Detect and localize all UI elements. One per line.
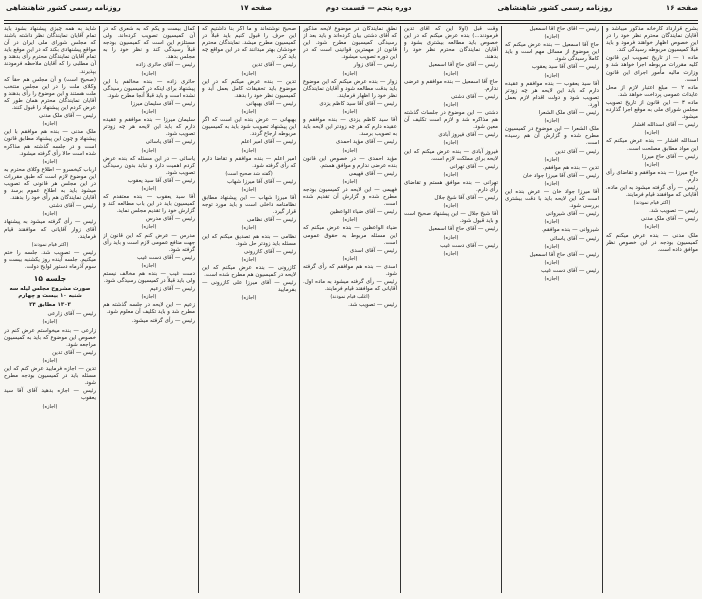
paragraph: صحیح نوشته‌اند و ما اگر بنا داشتیم که این حرف را قبول کنیم باید قبلاً در کمیسیون مطرح میشد. نمایندگان محترم خودشان بهتر میدانند که در این مواقع چه باید کرد. xyxy=(202,26,296,61)
paragraph: شیروانی — بنده موافقم. xyxy=(541,227,599,234)
paragraph: رئیس — تصویب شد. xyxy=(348,302,397,309)
column-6 xyxy=(505,26,599,593)
permission-mark: (اجازه) xyxy=(342,109,358,116)
paragraph: آقا شیخ جلال — این پیشنهاد صحیح است و باید قبول شود. xyxy=(404,211,498,225)
paragraph: زارعی — بنده میخواستم عرض کنم در خصوص این موضوع که باید به کمیسیون مراجعه شود. xyxy=(4,327,96,348)
permission-mark: (اجازه) xyxy=(42,211,58,218)
paragraph: ماده ۱ — از تاریخ تصویب این قانون کلیه مقررات مربوطه اجرا خواهد شد و وزارت مالیه مأمور اجرای این قانون است. xyxy=(606,55,698,83)
session-subtitle: صورت مشروح مجلس لیله سه شنبه ۱۰ بیست و چهارم xyxy=(9,286,91,300)
speaker-line: رئیس — آقای آقا میرزا جواد خان xyxy=(523,172,599,179)
permission-mark: (اجازه) xyxy=(544,259,560,266)
speaker-line: رئیس — آقای دشتی xyxy=(450,93,498,100)
speaker-line: رئیس — آقای حاج آقا اسمعیل xyxy=(428,226,498,233)
paragraph: رئیس — رأی گرفته میشود. xyxy=(131,317,195,324)
permission-mark: (اجازه) xyxy=(644,130,660,137)
speaker-line: رئیس — آقای سلیمان میرزا xyxy=(130,100,195,107)
permission-mark: (اجازه) xyxy=(141,262,157,269)
permission-mark: (اجازه) xyxy=(342,217,358,224)
right-page-number: صفحه ۱۶ xyxy=(665,4,698,12)
permission-mark: (اجازه) xyxy=(42,403,58,410)
paragraph: اسدالله افشار — بنده عرض میکنم که این مواد مطابق مصلحت است. xyxy=(606,138,698,152)
remark: (اغلب قیام نمودند) xyxy=(330,294,370,301)
paragraph: دست غیب — بنده هم مخالف نیستم ولی باید قبلاً در کمیسیون رسیدگی شود. xyxy=(103,271,195,285)
permission-mark: (اجازه) xyxy=(241,70,257,77)
speaker-line: رئیس — آقای تدین xyxy=(52,349,96,356)
paragraph: کازرونی — بنده عرض میکنم که این لایحه در کمیسیون هم مطرح شده است. xyxy=(202,264,296,278)
permission-mark: (اجازه) xyxy=(443,171,459,178)
paragraph: امیر اعلم — بنده موافقم و تقاضا دارم که رأی گرفته شود. xyxy=(202,155,296,169)
speaker-line: رئیس — آقای نظامی xyxy=(247,217,296,224)
permission-mark: (اجازه) xyxy=(141,224,157,231)
paragraph: فیروز آبادی — بنده عرض میکنم که این لایحه برای مملکت لازم است. xyxy=(404,148,498,162)
permission-mark: (اجازه) xyxy=(544,219,560,226)
paragraph: زعیم — این لایحه در جلسه گذشته هم مطرح شد و باید تکلیف آن معلوم شود. xyxy=(103,302,195,316)
paragraph: آقا سید کاظم یزدی — بنده موافقم و عقیده دارم که هر چه زودتر این لایحه باید به تصویب برسد. xyxy=(303,117,397,138)
speaker-line: رئیس — آقای تدین xyxy=(252,62,296,69)
right-page-title: روزنامه رسمی کشور شاهنشاهی xyxy=(497,4,613,12)
column-1 xyxy=(4,26,96,593)
permission-mark: (اجازه) xyxy=(342,178,358,185)
column-5 xyxy=(404,26,498,593)
paragraph: ارباب کیخسرو — اطلاع وکلای محترم به این موضوع لازم است که طبق مقررات در این مجلس هر قانونی که تصویب میشود باید به اطلاع عموم برسد و آقایان نمایندگان هم رأی خود را بدهند. xyxy=(4,166,96,202)
paragraph: نطق نمایندگان در موضوع لایحه مذکور که آقای دشتی بیان کرده‌اند و باید بعد از رسیدگی کمیسیون مطرح شود. این قانون از مهمترین قوانینی است که در این دوره تصویب میشود. xyxy=(303,26,397,61)
paragraph: مدرس — عرض کنم که این قانون از جهت منافع عمومی لازم است و باید رأی گرفته شود. xyxy=(103,232,195,253)
speaker-line: رئیس — آقای حاج آقا اسمعیل xyxy=(529,251,599,258)
permission-mark: (اجازه) xyxy=(443,234,459,241)
paragraph: ملک الشعرا — این موضوع در کمیسیون مطرح شده و گزارش آن هم رسیده است. xyxy=(505,126,599,147)
permission-mark: (اجازه) xyxy=(42,319,58,326)
speaker-line: رئیس — آقای یاسائی xyxy=(145,139,195,146)
paragraph: آقا سید یعقوب — بنده موافقم و عقیده دارم که باید این لایحه هر چه زودتر تصویب شود و دولت اقدام لازم بعمل آورد. xyxy=(505,80,599,108)
paragraph: ملک مدنی — بنده هم موافقم با این پیشنهاد و چون این پیشنهاد مطابق قانون است و در جلسه گذشته هم مذاکره شده است حالا رأی گرفته میشود. xyxy=(4,129,96,157)
paragraph: تهرانی — بنده موافق هستم و تقاضای رأی دارم. xyxy=(404,179,498,193)
speaker-line: رئیس — آقای تهرانی xyxy=(449,163,498,170)
column-divider xyxy=(99,26,100,593)
speaker-line: رئیس — آقای فهیمی xyxy=(348,170,397,177)
speaker-line: رئیس — آقای کازرونی xyxy=(243,248,296,255)
speaker-line: رئیس — آقای آقا سید یعقوب xyxy=(531,64,599,71)
permission-mark: (اجازه) xyxy=(342,147,358,154)
permission-mark: (اجازه) xyxy=(241,186,257,193)
left-page-title: روزنامه رسمی کشور شاهنشاهی xyxy=(6,4,121,12)
paragraph: وقت قبل (اولاً این که آقای تدین فرمودند...) بنده عرض میکنم که در این خصوص باید مطالعه بیشتری بشود و آقایان نمایندگان محترم نظر خود را بدهند. xyxy=(404,26,498,61)
column-divider xyxy=(299,26,300,593)
speaker-line: رئیس — آقای ضیاء الواعظین xyxy=(329,209,397,216)
speaker-line: رئیس — آقای حاج میرزا xyxy=(642,153,698,160)
speaker-line: رئیس — آقای حاج آقا اسمعیل xyxy=(428,62,498,69)
permission-mark: (اجازه) xyxy=(141,147,157,154)
speaker-line: رئیس — آقای حائری زاده xyxy=(136,62,195,69)
center-header xyxy=(240,4,411,20)
paragraph: حاج میرزا — بنده موافقم و تقاضای رأی دارم. xyxy=(606,169,698,183)
paragraph: بشرح قرارداد کارخانه مذکور میباشد و آقایان نمایندگان محترم نظر خود را در این خصوص اظهار خواهند فرمود و باید قبلاً کمیسیون مربوطه رسیدگی کند. xyxy=(606,26,698,54)
column-7 xyxy=(606,26,698,593)
permission-mark: (اجازه) xyxy=(342,70,358,77)
session-title: جلسه ۱۵ xyxy=(33,274,67,284)
permission-mark: (اجازه) xyxy=(141,70,157,77)
speaker-line: رئیس — آقای تدین xyxy=(555,148,599,155)
column-3 xyxy=(202,26,296,593)
header-rule xyxy=(4,20,698,24)
permission-mark: (اجازه) xyxy=(342,255,358,262)
speaker-line: رئیس — آقای فیروز آبادی xyxy=(438,132,498,139)
paragraph: ماده ۲ — مبلغ اعتبار لازم از محل عایدات عمومی پرداخت خواهد شد. xyxy=(606,84,698,98)
paragraph: رئیس — رأی گرفته میشود به پیشنهاد آقای زوار آقایانی که موافقند قیام فرمایند. xyxy=(4,219,96,240)
center-session: دوره پنجم — قسمت دوم xyxy=(325,4,412,12)
permission-mark: (اجازه) xyxy=(241,256,257,263)
paragraph: رئیس — تصویب شد. جلسه را ختم میکنیم. جلسه آینده روز یکشنبه بیست و سوم آذرماه دستور لوایح دولت. xyxy=(4,249,96,270)
speaker-line: رئیس — آقای امیر اعلم xyxy=(241,139,296,146)
speaker-line: رئیس — اجازه بدهید آقای آقا سید یعقوب xyxy=(4,388,96,402)
paragraph: تدین — اجازه فرمایید عرض کنم که این مسئله باید در کمیسیون بودجه مطرح شود. xyxy=(4,366,96,387)
permission-mark: (اجازه) xyxy=(42,357,58,364)
paragraph: ملک مدنی — بنده عرض میکنم که کمیسیون بودجه در این خصوص نظر موافق داده است. xyxy=(606,232,698,253)
permission-mark: (اجازه) xyxy=(544,276,560,282)
column-divider xyxy=(602,26,603,593)
speaker-line: رئیس — آقای اسدالله افشار xyxy=(632,122,698,129)
speaker-line: رئیس — آقای آقا سید کاظم یزدی xyxy=(319,100,397,107)
speaker-line: رئیس — آقای آقا شیخ جلال xyxy=(434,195,498,202)
remark: (اکثر قیام نمودند) xyxy=(633,200,671,207)
paragraph: آقا میرزا شهاب — این پیشنهاد مطابق نظامنامه داخلی است و باید مورد توجه قرار گیرد. xyxy=(202,195,296,216)
permission-mark: (اجازه) xyxy=(443,101,459,108)
paragraph: دشتی — این موضوع در جلسات گذشته هم مذاکره شد و لازم است تکلیف آن معین شود. xyxy=(404,110,498,131)
paragraph: شاید به همه چیزی پیشنهاد بشود باید تمام آقایان نمایندگان نظر داشته باشند که مجلس شورای ملی ایران در آن مواقع پیشنهادی بکند که در این موقع باید تمام آقایان نمایندگان محترم رأی بدهند و آن مطلبی را که آقایان ملاحظه فرمودند بپذیرند. xyxy=(4,26,96,75)
paragraph: (صحیح است) و آن مجلس هم حقاً که وکلای ملت را در این مجلس منتخب ملت هستند و این موضوع را رأی بدهند و آقایان نمایندگان محترم همان طور که عرض کردم این پیشنهاد را قبول کنند. xyxy=(4,76,96,112)
paragraph: زوار — بنده عرض میکنم که این موضوع باید بدقت مطالعه شود و آقایان نمایندگان نظر خود را اظهار فرمایند. xyxy=(303,78,397,99)
speaker-line: رئیس — آقای بهبهانی xyxy=(246,100,296,107)
speaker-line: رئیس — آقای دست غیب xyxy=(541,267,599,274)
permission-mark: (اجازه) xyxy=(241,295,257,302)
permission-mark: (اجازه) xyxy=(544,243,560,250)
paragraph: مؤید احمدی — در خصوص این قانون بنده عرضی ندارم و موافق هستم. xyxy=(303,155,397,169)
paragraph: یاسائی — در این مسئله که بنده عرض کردم اهمیت دارد و نباید بدون رسیدگی تصویب شود. xyxy=(103,155,195,176)
permission-mark: (اجازه) xyxy=(544,34,560,41)
column-divider xyxy=(400,26,401,593)
speaker-line: رئیس — آقای شیروانی xyxy=(545,211,599,218)
speaker-line: رئیس — آقای ملک الشعرا xyxy=(538,110,599,117)
permission-mark: (اجازه) xyxy=(42,121,58,128)
speaker-line: رئیس — آقای زعیم xyxy=(150,286,195,293)
permission-mark: (اجازه) xyxy=(544,72,560,79)
remark: (گفته شد صحیح است) xyxy=(225,170,273,177)
paragraph: نظامی — بنده هم تصدیق میکنم که این مسئله باید زودتر حل شود. xyxy=(202,233,296,247)
permission-mark: (اجازه) xyxy=(644,161,660,168)
speaker-line: رئیس — آقای یاسائی xyxy=(549,235,599,242)
permission-mark: (اجازه) xyxy=(644,224,660,231)
paragraph: فهیمی — این لایحه در کمیسیون بودجه مطرح شده و گزارش آن تقدیم شده است. xyxy=(303,186,397,208)
speaker-line: رئیس — آقای دست غیب xyxy=(137,254,195,261)
paragraph: رئیس — رأی گرفته میشود به ماده اول. آقایانی که موافقند قیام فرمایند. xyxy=(303,279,397,293)
paragraph: حاج آقا اسمعیل — بنده عرض میکنم که این موضوع از مسائل مهم است و باید کاملاً رسیدگی شود. xyxy=(505,42,599,63)
speaker-line: رئیس — آقای ملک مدنی xyxy=(38,113,96,120)
paragraph: بهبهانی — عرض بنده این است که اگر این پیشنهاد تصویب شود باید به کمیسیون مربوطه ارجاع گردد. xyxy=(202,117,296,138)
permission-mark: (اجازه) xyxy=(544,156,560,163)
speaker-line: رئیس — آقای آقا میرزا شهاب xyxy=(227,178,296,185)
speaker-line: رئیس — آقای آقا سید یعقوب xyxy=(127,177,195,184)
permission-mark: (اجازه) xyxy=(443,250,459,257)
paragraph: اسدی — بنده هم موافقم که رأی گرفته شود. xyxy=(303,263,397,277)
speaker-line: رئیس — آقای زارعی xyxy=(47,311,96,318)
session-date: ۱۳۰۳ مطابق ۲۴ xyxy=(29,302,71,309)
permission-mark: (اجازه) xyxy=(544,180,560,187)
paragraph: ضیاء الواعظین — بنده عرض میکنم که این مسئله مربوط به حقوق عمومی است. xyxy=(303,225,397,246)
center-page-number: صفحه ۱۷ xyxy=(240,4,273,12)
permission-mark: (اجازه) xyxy=(141,294,157,301)
paragraph: رئیس — رأی گرفته میشود به این ماده. آقایانی که موافقند قیام فرمایند. xyxy=(606,184,698,199)
right-page-header xyxy=(498,4,698,20)
permission-mark: (اجازه) xyxy=(141,109,157,116)
left-page-header xyxy=(6,4,121,20)
column-divider xyxy=(198,26,199,593)
column-2 xyxy=(103,26,195,593)
column-4 xyxy=(303,26,397,593)
permission-mark: (اجازه) xyxy=(42,158,58,165)
speaker-line: رئیس — آقای اسدی xyxy=(349,247,397,254)
speaker-line: رئیس — آقای زوار xyxy=(353,62,397,69)
permission-mark: (اکثر قیام نمودند) xyxy=(31,241,69,248)
permission-mark: (اجازه) xyxy=(241,109,257,116)
speaker-line: رئیس — آقای مؤید احمدی xyxy=(336,139,397,146)
speaker-line: رئیس — آقای میرزا علی کازرونی — بفرمایید xyxy=(202,280,296,294)
speaker-line: رئیس — آقای مدرس xyxy=(146,216,195,223)
paragraph: رئیس — تصویب شد. xyxy=(649,208,698,215)
permission-mark: (اجازه) xyxy=(443,140,459,147)
permission-mark: (اجازه) xyxy=(443,203,459,210)
paragraph: کمال بیست و یکم که به شعری که در آن کمیسیون تصویب کرده‌اند. ولی مستلزم این است که کمیسیون بودجه قبلاً رسیدگی کند و نظر خود را به مجلس بدهد. xyxy=(103,26,195,61)
permission-mark: (اجازه) xyxy=(241,225,257,232)
speaker-line: رئیس — آقای دشتی xyxy=(48,203,96,210)
permission-mark: (اجازه) xyxy=(141,185,157,192)
paragraph: تدین — بنده عرض میکنم که در این موضوع باید تحقیقات کامل بعمل آید و کمیسیون نظر خود را بدهد. xyxy=(202,78,296,99)
paragraph: ماده ۳ — این قانون از تاریخ تصویب مجلس شورای ملی به موقع اجرا گذارده میشود. xyxy=(606,99,698,121)
permission-mark: (اجازه) xyxy=(544,118,560,125)
permission-mark: (اجازه) xyxy=(241,147,257,154)
paragraph: سلیمان میرزا — بنده موافقم و عقیده دارم که باید این لایحه هر چه زودتر تصویب شود. xyxy=(103,117,195,138)
speaker-line: رئیس — آقای حاج آقا اسمعیل xyxy=(529,26,599,32)
permission-mark: (اجازه) xyxy=(443,70,459,77)
paragraph: آقا میرزا جواد خان — عرض بنده این است که این لایحه باید با دقت بیشتری بررسی شود. xyxy=(505,188,599,210)
speaker-line: رئیس — آقای دست غیب xyxy=(440,242,498,249)
paragraph: تدین — بنده هم موافقم. xyxy=(542,164,599,171)
paragraph: حائری زاده — بنده مخالفم با این پیشنهاد برای اینکه در کمیسیون رسیدگی نشده است و باید قبلاً آنجا مطرح شود. xyxy=(103,78,195,99)
paragraph: آقا سید یعقوب — بنده معتقدم که کمیسیون باید در این باب مطالعه کند و گزارش خود را تقدیم مجلس نماید. xyxy=(103,194,195,215)
speaker-line: رئیس — آقای ملک مدنی xyxy=(640,216,698,223)
column-divider xyxy=(501,26,502,593)
paragraph: حاج آقا اسمعیل — بنده موافقم و عرضی ندارم. xyxy=(404,78,498,92)
